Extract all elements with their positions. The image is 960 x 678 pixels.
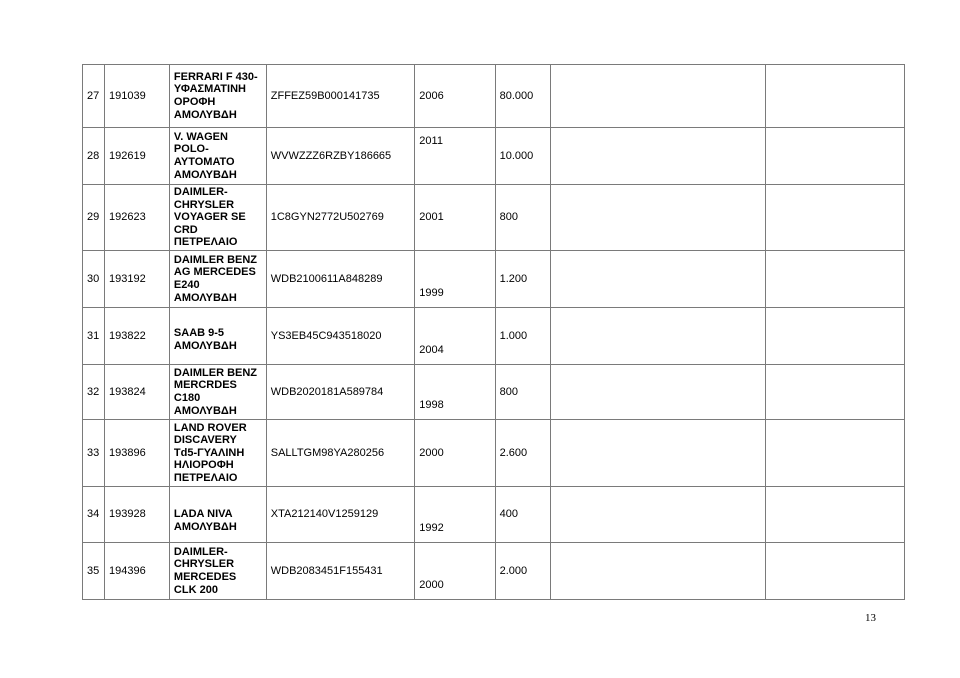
- empty-cell: [550, 487, 766, 543]
- table-row: [83, 420, 905, 487]
- starting-price: 1.000: [495, 308, 550, 365]
- table-row: [83, 487, 905, 543]
- vehicle-code: 194396: [105, 543, 170, 600]
- vehicle-description: DAIMLER BENZ MERCRDES C180 ΑΜΟΛΥΒΔΗ: [169, 365, 266, 420]
- empty-cell: [766, 128, 905, 185]
- chassis-number: YS3EB45C943518020: [266, 308, 415, 365]
- starting-price: 2.600: [495, 420, 550, 487]
- table-row: [83, 65, 905, 128]
- starting-price: 800: [495, 365, 550, 420]
- empty-cell: [550, 365, 766, 420]
- manufacture-year: 1998: [415, 365, 495, 420]
- manufacture-year: 2011: [415, 128, 495, 185]
- row-number: 31: [83, 308, 105, 365]
- vehicle-description: LADA NIVA ΑΜΟΛΥΒΔΗ: [169, 487, 266, 543]
- chassis-number: XTA212140V1259129: [266, 487, 415, 543]
- starting-price: 10.000: [495, 128, 550, 185]
- empty-cell: [766, 185, 905, 251]
- row-number: 34: [83, 487, 105, 543]
- chassis-number: WDB2100611A848289: [266, 251, 415, 308]
- vehicle-description: DAIMLER BENZ AG MERCEDES E240 ΑΜΟΛΥΒΔΗ: [169, 251, 266, 308]
- vehicle-code: 192619: [105, 128, 170, 185]
- table-row: [83, 185, 905, 251]
- empty-cell: [550, 308, 766, 365]
- row-number: 28: [83, 128, 105, 185]
- empty-cell: [766, 65, 905, 128]
- row-number: 30: [83, 251, 105, 308]
- table-row: [83, 543, 905, 600]
- chassis-number: 1C8GYN2772U502769: [266, 185, 415, 251]
- empty-cell: [766, 251, 905, 308]
- row-number: 29: [83, 185, 105, 251]
- chassis-number: WDB2083451F155431: [266, 543, 415, 600]
- starting-price: 400: [495, 487, 550, 543]
- manufacture-year: 2004: [415, 308, 495, 365]
- vehicle-description: V. WAGEN POLO-ΑΥΤΟΜΑΤΟ ΑΜΟΛΥΒΔΗ: [169, 128, 266, 185]
- chassis-number: ZFFEZ59B000141735: [266, 65, 415, 128]
- row-number: 35: [83, 543, 105, 600]
- chassis-number: WDB2020181A589784: [266, 365, 415, 420]
- table-row: [83, 365, 905, 420]
- vehicle-auction-table: [82, 64, 905, 600]
- table-row: [83, 128, 905, 185]
- empty-cell: [550, 420, 766, 487]
- vehicle-code: 191039: [105, 65, 170, 128]
- vehicle-description: DAIMLER-CHRYSLER MERCEDES CLK 200: [169, 543, 266, 600]
- empty-cell: [550, 128, 766, 185]
- manufacture-year: 2000: [415, 420, 495, 487]
- empty-cell: [766, 487, 905, 543]
- empty-cell: [550, 185, 766, 251]
- vehicle-description: FERRARI F 430-ΥΦΑΣΜΑΤΙΝΗ ΟΡΟΦΗ ΑΜΟΛΥΒΔΗ: [169, 65, 266, 128]
- manufacture-year: 1999: [415, 251, 495, 308]
- vehicle-code: 193192: [105, 251, 170, 308]
- empty-cell: [766, 365, 905, 420]
- empty-cell: [766, 308, 905, 365]
- manufacture-year: 1992: [415, 487, 495, 543]
- starting-price: 2.000: [495, 543, 550, 600]
- vehicle-description: SAAB 9-5 ΑΜΟΛΥΒΔΗ: [169, 308, 266, 365]
- empty-cell: [766, 543, 905, 600]
- vehicle-description: LAND ROVER DISCAVERY Td5-ΓΥΑΛΙΝΗ ΗΛΙΟΡΟΦΗ ΠΕΤΡΕΛΑΙΟ: [169, 420, 266, 487]
- page-number: 13: [865, 612, 876, 624]
- starting-price: 80.000: [495, 65, 550, 128]
- empty-cell: [766, 420, 905, 487]
- empty-cell: [550, 543, 766, 600]
- vehicle-description: DAIMLER-CHRYSLER VOYAGER SE CRD ΠΕΤΡΕΛΑΙΟ: [169, 185, 266, 251]
- table-row: [83, 251, 905, 308]
- manufacture-year: 2006: [415, 65, 495, 128]
- starting-price: 1.200: [495, 251, 550, 308]
- vehicle-code: 192623: [105, 185, 170, 251]
- vehicle-code: 193928: [105, 487, 170, 543]
- vehicle-code: 193822: [105, 308, 170, 365]
- row-number: 27: [83, 65, 105, 128]
- empty-cell: [550, 65, 766, 128]
- vehicle-code: 193896: [105, 420, 170, 487]
- vehicle-code: 193824: [105, 365, 170, 420]
- row-number: 33: [83, 420, 105, 487]
- manufacture-year: 2000: [415, 543, 495, 600]
- starting-price: 800: [495, 185, 550, 251]
- empty-cell: [550, 251, 766, 308]
- chassis-number: SALLTGM98YA280256: [266, 420, 415, 487]
- table-row: [83, 308, 905, 365]
- manufacture-year: 2001: [415, 185, 495, 251]
- row-number: 32: [83, 365, 105, 420]
- chassis-number: WVWZZZ6RZBY186665: [266, 128, 415, 185]
